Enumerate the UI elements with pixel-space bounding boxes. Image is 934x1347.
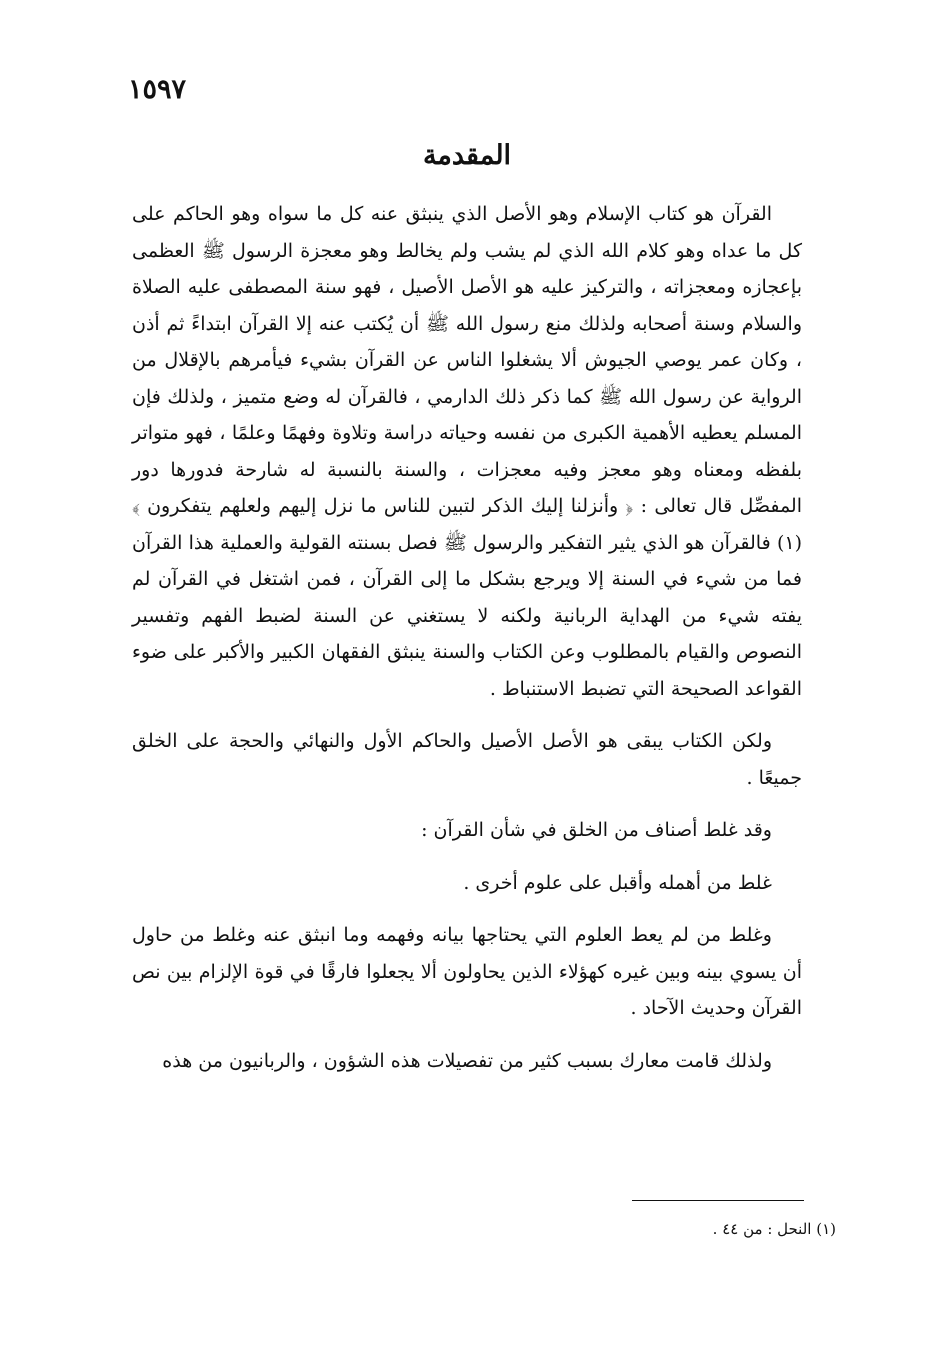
- footnote: (١) النحل : من ٤٤ .: [712, 1220, 836, 1238]
- body-text: [132, 196, 802, 1095]
- paragraph-6: ولذلك قامت معارك بسبب كثير من تفصيلات هذه الشؤون ، والربانيون من هذه: [162, 1049, 772, 1072]
- page-number: ١٥٩٧: [128, 74, 187, 105]
- paragraph-3: وقد غلط أصناف من الخلق في شأن القرآن :: [421, 819, 772, 841]
- paragraph-2: ولكن الكتاب يبقى هو الأصل الأصيل والحاكم الأول والنهائي والحجة على الخلق جميعًا .: [132, 730, 802, 789]
- paragraph-1: القرآن هو كتاب الإسلام وهو الأصل الذي ينبثق عنه كل ما سواه وهو الحاكم على كل ما عداه وهو كلام الله الذي لم يشب ولم يخالط وهو معجزة الرسول ﷺ العظمى بإعجازه ومعجزاته ، والتركيز عليه هو الأصل الأصيل ، فهو سنة المصطفى عليه الصلاة والسلام وسنة أصحابه ولذلك منع رسول الله ﷺ أن يُكتب عنه إلا القرآن ابتداءً ثم أذن ، وكان عمر يوصي الجيوش ألا يشغلوا الناس عن القرآن بشيء فيأمرهم بالإقلال من الرواية عن رسول الله ﷺ كما ذكر ذلك الدارمي ، فالقرآن له وضع متميز ، ولذلك فإن المسلم يعطيه الأهمية الكبرى من نفسه وحياته دراسة وتلاوة وفهمًا وعلمًا ، فهو متواتر بلفظه ومعناه وهو معجز وفيه معجزات ، والسنة بالنسبة له شارحة فدورها دور المفصِّل قال تعالى : ﴿ وأنزلنا إليك الذكر لتبين للناس ما نزل إليهم ولعلهم يتفكرون ﴾ (١) فالقرآن هو الذي يثير التفكير والرسول ﷺ فصل بسنته القولية والعملية هذا القرآن فما من شيء في السنة إلا ويرجع بشكل ما إلى القرآن ، فمن اشتغل في القرآن لم يفته شيء من الهداية الربانية ولكنه لا يستغني عن السنة لضبط الفهم وتفسير النصوص والقيام بالمطلوب وعن الكتاب والسنة ينبثق الفقهان الكبير والأكبر على ضوء القواعد الصحيحة التي تضبط الاستنباط .: [132, 203, 802, 700]
- footnote-divider: [632, 1200, 804, 1201]
- paragraph-5: وغلط من لم يعط العلوم التي يحتاجها بيانه وفهمه وما انبثق عنه وغلط من حاول أن يسوي بينه وبين غيره كهؤلاء الذين يحاولون ألا يجعلوا فارقًا في قوة الإلزام بين نص القرآن وحديث الآحاد .: [132, 924, 802, 1019]
- paragraph-4: غلط من أهمله وأقبل على علوم أخرى .: [463, 871, 772, 894]
- section-heading: المقدمة: [422, 140, 512, 171]
